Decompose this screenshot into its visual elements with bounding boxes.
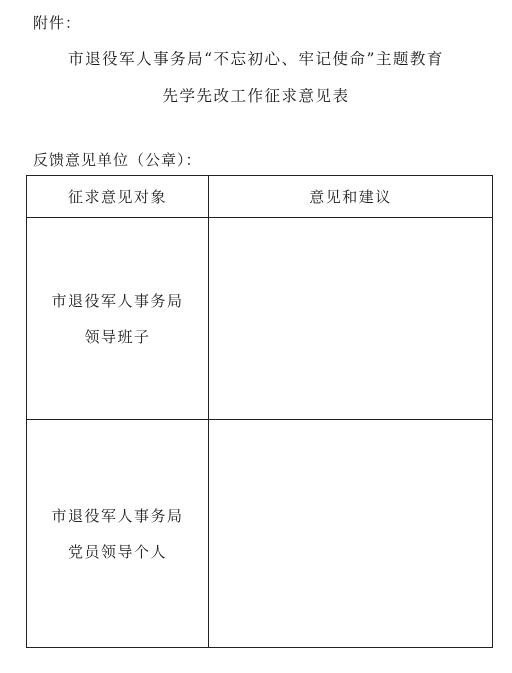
opinion-input-cell[interactable] — [209, 420, 493, 648]
target-cell — [27, 218, 209, 420]
target-name: 市退役军人事务局 — [51, 291, 184, 310]
opinion-input-cell[interactable] — [209, 218, 493, 420]
document-title-line-2: 先学先改工作征求意见表 — [162, 87, 350, 105]
table-row — [27, 218, 493, 420]
column-header-target: 征求意见对象 — [27, 176, 209, 218]
target-group: 党员领导个人 — [67, 542, 167, 561]
column-header-opinion: 意见和建议 — [209, 176, 493, 218]
target-name: 市退役军人事务局 — [51, 506, 184, 525]
document-title-line-1: 市退役军人事务局“不忘初心、牢记使命”主题教育 — [68, 50, 444, 68]
table-row — [27, 420, 493, 648]
attachment-label: 附件： — [33, 14, 82, 32]
opinion-form-table — [26, 175, 493, 648]
table-header-row — [27, 176, 493, 218]
feedback-unit-label: 反馈意见单位（公章）： — [33, 151, 202, 169]
target-group: 领导班子 — [84, 327, 151, 346]
target-cell — [27, 420, 209, 648]
